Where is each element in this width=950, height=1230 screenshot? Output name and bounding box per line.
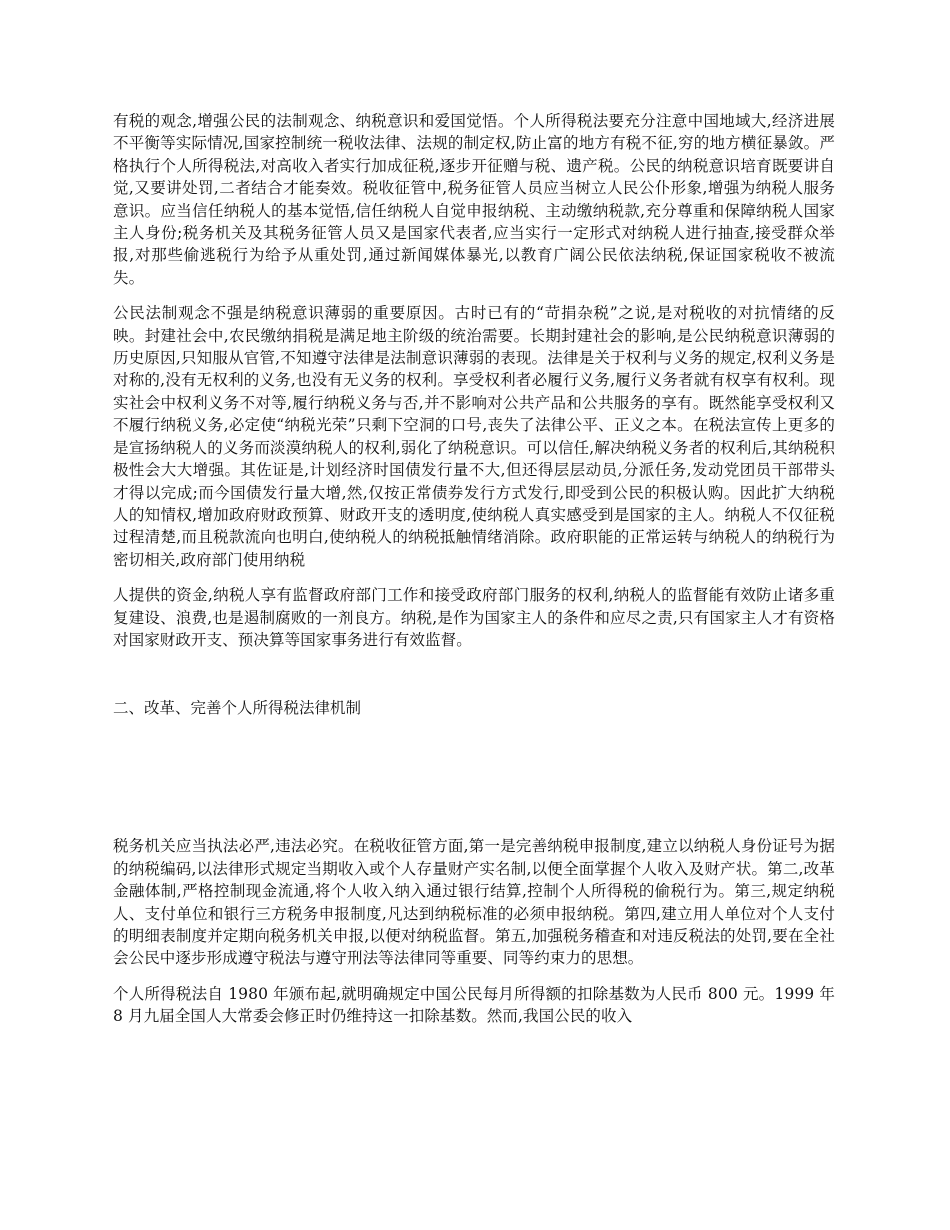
paragraph-legal-awareness: 公民法制观念不强是纳税意识薄弱的重要原因。古时已有的“苛捐杂税”之说,是对税收的对抗情绪的反映。封建社会中,农民缴纳捐税是满足地主阶级的统治需要。长期封建社会的影响,是公民纳税意识薄弱的历史原因,只知服从官管,不知遵守法律是法制意识薄弱的表现。法律是关于权利与义务的规定,权利义务是对称的,没有无权利的义务,也没有无义务的权利。享受权利者必履行义务,履行义务者就有权享有权利。现实社会中权利义务不对等,履行纳税义务与否,并不影响对公共产品和公共服务的享有。既然能享受权利又不履行纳税义务,必定使“纳税光荣”只剩下空洞的口号,丧失了法律公平、正义之本。在税法宣传上更多的是宣扬纳税人的义务而淡漠纳税人的权利,弱化了纳税意识。可以信任,解决纳税义务者的权利后,其纳税积极性会大大增强。其佐证是,计划经济时国债发行量不大,但还得层层动员,分派任务,发动党团员干部带头才得以完成;而今国债发行量大增,然,仅按正常债券发行方式发行,即受到公民的积极认购。因此扩大纳税人的知情权,增加政府财政预算、财政开支的透明度,使纳税人真实感受到是国家的主人。纳税人不仅征税过程清楚,而且税款流向也明白,使纳税人的纳税抵触情绪消除。政府职能的正常运转与纳税人的纳税行为密切相关,政府部门使用纳税 (113, 304, 835, 569)
paragraph-tax-awareness: 有税的观念,增强公民的法制观念、纳税意识和爱国觉悟。个人所得税法要充分注意中国地域大,经济进展不平衡等实际情况,国家控制统一税收法律、法规的制定权,防止富的地方有税不征,穷的地方横征暴敛。严格执行个人所得税法,对高收入者实行加成征税,逐步开征赠与税、遗产税。公民的纳税意识培育既要讲自觉,又要讲处罚,二者结合才能奏效。税收征管中,税务征管人员应当树立人民公仆形象,增强为纳税人服务意识。应当信任纳税人的基本觉悟,信任纳税人自觉申报纳税、主动缴纳税款,充分尊重和保障纳税人国家主人身份;税务机关及其税务征管人员又是国家代表者,应当实行一定形式对纳税人进行抽查,接受群众举报,对那些偷逃税行为给予从重处罚,通过新闻媒体暴光,以教育广阔公民依法纳税,保证国家税收不被流失。 (113, 112, 835, 287)
section-heading: 二、改革、完善个人所得税法律机制 (113, 699, 362, 718)
document-page (113, 110, 835, 1028)
paragraph-enforcement: 税务机关应当执法必严,违法必究。在税收征管方面,第一是完善纳税申报制度,建立以纳税人身份证号为据的纳税编码,以法律形式规定当期收入或个人存量财产实名制,以便全面掌握个人收入及财产状。第二,改革金融体制,严格控制现金流通,将个人收入纳入通过银行结算,控制个人所得税的偷税行为。第三,规定纳税人、支付单位和银行三方税务申报制度,凡达到纳税标准的必须申报纳税。第四,建立用人单位对个人支付的明细表制度并定期向税务机关申报,以便对纳税监督。第五,加强税务稽查和对违反税法的处罚,要在全社会公民中逐步形成遵守税法与遵守刑法等法律同等重要、同等约束力的思想。 (113, 837, 835, 968)
paragraph-deduction-base: 个人所得税法自 1980 年颁布起,就明确规定中国公民每月所得额的扣除基数为人民币 800 元。1999 年 8 月九届全国人大常委会修正时仍维持这一扣除基数。然而,我国公民的收入 (113, 984, 835, 1026)
paragraph-supervision: 人提供的资金,纳税人享有监督政府部门工作和接受政府部门服务的权利,纳税人的监督能有效防止诸多重复建设、浪费,也是遏制腐败的一剂良方。纳税,是作为国家主人的条件和应尽之责,只有国家主人才有资格对国家财政开支、预决算等国家事务进行有效监督。 (113, 586, 835, 649)
